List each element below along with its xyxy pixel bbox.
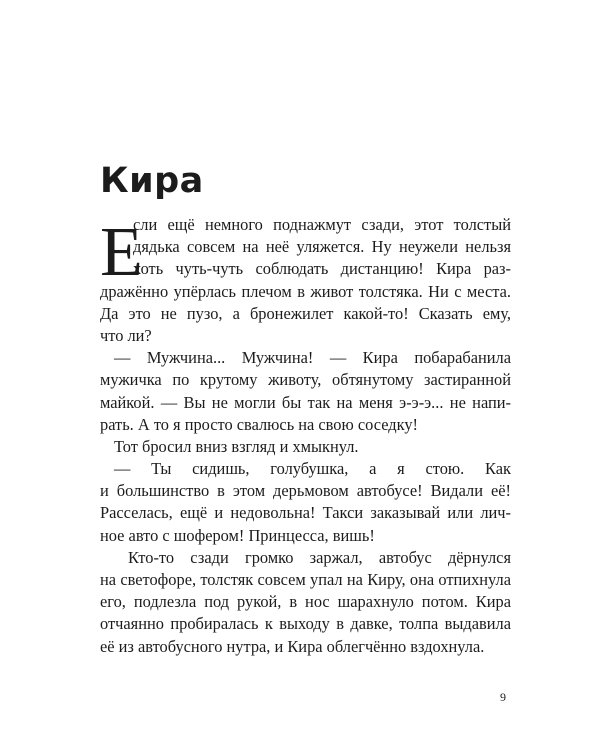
text-line: отчаянно пробиралась к выходу в давке, толпа выдавила xyxy=(100,614,511,634)
text-line: Кто-то сзади громко заржал, автобус дёрнулся xyxy=(128,547,511,567)
page-number: 9 xyxy=(500,690,506,704)
text-line: её из автобусного нутра, и Кира облегчённо вздохнула. xyxy=(100,636,485,656)
text-line: на светофоре, толстяк совсем упал на Киру, она отпихнула xyxy=(100,570,511,589)
text-line: — Ты сидишь, голубушка, а я стою. Как xyxy=(114,459,511,479)
text-line: Расселась, ещё и недовольна! Такси заказывай или лич- xyxy=(100,503,511,523)
text-line: его, подлезла под рукой, в нос шарахнуло потом. Кира xyxy=(100,592,511,612)
text-line: Тот бросил вниз взгляд и хмыкнул. xyxy=(114,436,359,456)
text-line: хоть чуть-чуть соблюдать дистанцию! Кира раз- xyxy=(133,259,511,279)
text-line: и большинство в этом дерьмовом автобусе! Видали её! xyxy=(100,481,511,501)
text-line: дядька совсем на неё уляжется. Ну неужели нельзя xyxy=(133,237,511,257)
chapter-title: Кира xyxy=(100,161,204,201)
text-line: ное авто с шофером! Принцесса, вишь! xyxy=(100,525,375,545)
text-line: рать. А то я просто свалюсь на свою соседку! xyxy=(100,414,418,434)
text-line: дражённо упёрлась плечом в живот толстяка. Ни с места. xyxy=(100,281,511,301)
text-line: сли ещё немного поднажмут сзади, этот толстый xyxy=(133,215,511,234)
text-line: Да это не пузо, а бронежилет какой-то! Сказать ему, xyxy=(100,303,511,323)
text-line: мужичка по крутому животу, обтянутому застиранной xyxy=(100,370,511,390)
chapter-text xyxy=(100,214,511,658)
text-line: что ли? xyxy=(100,325,152,345)
drop-cap: Е xyxy=(100,214,143,291)
text-line: майкой. — Вы не могли бы так на меня э-э-э... не напи- xyxy=(100,392,511,412)
text-line: — Мужчина... Мужчина! — Кира побарабанила xyxy=(114,348,511,368)
